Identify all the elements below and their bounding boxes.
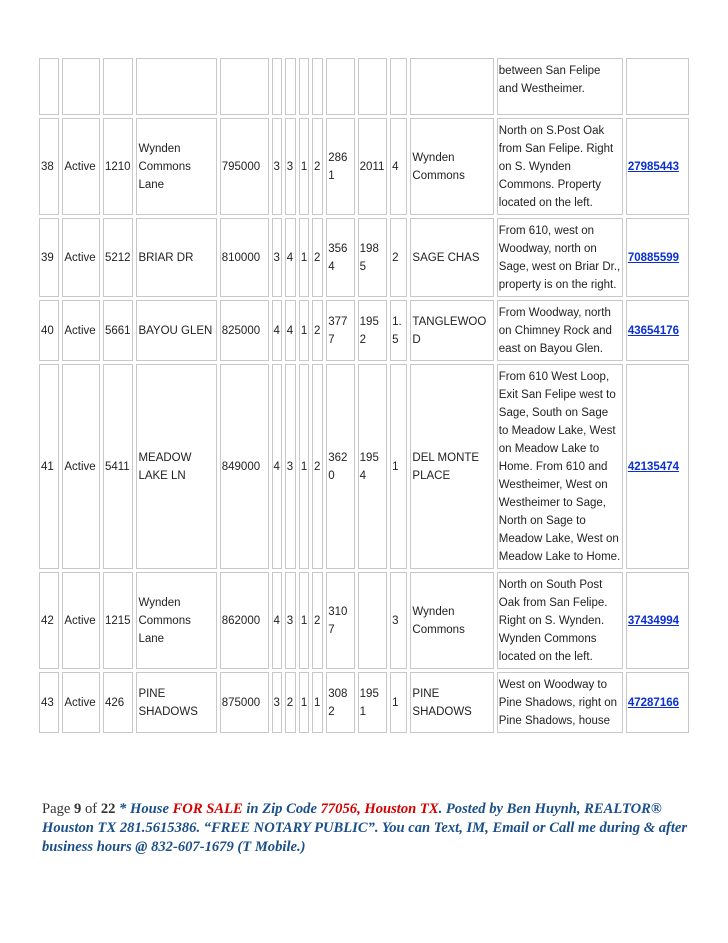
cell-status: Active: [62, 572, 100, 669]
footer-contact-text: . Posted by Ben Huynh, REALTOR® Houston TX 281.5615386. “FREE NOTARY PUBLIC”. You can Text, IM, Email or Call me during & after business hours @ 832-607-1679 (T Mobile.): [42, 801, 688, 855]
cell-full-baths: 2: [285, 672, 296, 733]
table-row: [39, 572, 689, 669]
cell-street-no: 5661: [103, 300, 134, 361]
cell-stories: 3: [390, 572, 407, 669]
mls-link[interactable]: 70885599: [627, 251, 680, 264]
cell-price: 825000: [220, 300, 269, 361]
cell-full-baths: 3: [285, 572, 296, 669]
cell-year: [358, 58, 387, 115]
cell-street: MEADOW LAKE LN: [136, 364, 216, 569]
cell-garage: 2: [312, 218, 323, 297]
cell-stories: 1: [390, 364, 407, 569]
cell-street-no: 426: [103, 672, 134, 733]
cell-street: BAYOU GLEN: [136, 300, 216, 361]
cell-garage: 2: [312, 118, 323, 215]
mls-link[interactable]: 37434994: [627, 614, 680, 627]
cell-price: 849000: [220, 364, 269, 569]
cell-year: 1954: [358, 364, 387, 569]
cell-status: Active: [62, 364, 100, 569]
cell-mls: [626, 58, 689, 115]
mls-link[interactable]: 27985443: [627, 160, 680, 173]
cell-sqft: 2861: [326, 118, 354, 215]
cell-full-baths: 3: [285, 364, 296, 569]
cell-street-no: 5411: [103, 364, 134, 569]
page-footer: [42, 800, 702, 857]
cell-no: 43: [39, 672, 59, 733]
cell-stories: 1: [390, 672, 407, 733]
cell-price: 795000: [220, 118, 269, 215]
cell-sqft: 3777: [326, 300, 354, 361]
cell-status: Active: [62, 118, 100, 215]
cell-year: 1951: [358, 672, 387, 733]
cell-mls: [626, 672, 689, 733]
cell-year: 1985: [358, 218, 387, 297]
cell-mls: [626, 300, 689, 361]
cell-subdivision: Wynden Commons: [410, 118, 493, 215]
cell-sqft: 3564: [326, 218, 354, 297]
cell-price: [220, 58, 269, 115]
cell-directions: From 610, west on Woodway, north on Sage, west on Briar Dr., property is on the right.: [497, 218, 623, 297]
footer-city: , Houston TX: [357, 801, 439, 817]
cell-beds: [272, 58, 282, 115]
cell-full-baths: 4: [285, 300, 296, 361]
cell-directions: West on Woodway to Pine Shadows, right on Pine Shadows, house: [497, 672, 623, 733]
cell-street: PINE SHADOWS: [136, 672, 216, 733]
cell-beds: 3: [272, 118, 282, 215]
cell-garage: [312, 58, 323, 115]
cell-sqft: 3107: [326, 572, 354, 669]
cell-street: [136, 58, 216, 115]
cell-directions: North on South Post Oak from San Felipe. Right on S. Wynden. Wynden Commons located on the left.: [497, 572, 623, 669]
cell-no: 42: [39, 572, 59, 669]
cell-subdivision: SAGE CHAS: [410, 218, 493, 297]
table-row: [39, 364, 689, 569]
cell-mls: [626, 572, 689, 669]
cell-status: Active: [62, 218, 100, 297]
cell-mls: [626, 118, 689, 215]
cell-stories: 4: [390, 118, 407, 215]
cell-subdivision: PINE SHADOWS: [410, 672, 493, 733]
table-row: [39, 672, 689, 733]
cell-full-baths: 4: [285, 218, 296, 297]
cell-sqft: 3082: [326, 672, 354, 733]
listings-table: [36, 55, 692, 736]
cell-street-no: 5212: [103, 218, 134, 297]
cell-street-no: 1215: [103, 572, 134, 669]
page-number: 9: [74, 801, 82, 817]
table-row: [39, 218, 689, 297]
cell-mls: [626, 218, 689, 297]
of-label: of: [84, 801, 98, 817]
mls-link[interactable]: 42135474: [627, 460, 680, 473]
cell-no: 40: [39, 300, 59, 361]
cell-subdivision: Wynden Commons: [410, 572, 493, 669]
cell-sqft: [326, 58, 354, 115]
table-row: [39, 58, 689, 115]
footer-zip-code: 77056: [320, 801, 358, 817]
cell-stories: [390, 58, 407, 115]
cell-sqft: 3620: [326, 364, 354, 569]
page-total: 22: [100, 801, 116, 817]
cell-garage: 2: [312, 364, 323, 569]
cell-subdivision: [410, 58, 493, 115]
cell-subdivision: DEL MONTE PLACE: [410, 364, 493, 569]
cell-full-baths: 3: [285, 118, 296, 215]
cell-half-baths: 1: [299, 672, 309, 733]
cell-street: Wynden Commons Lane: [136, 572, 216, 669]
cell-full-baths: [285, 58, 296, 115]
cell-status: Active: [62, 300, 100, 361]
cell-beds: 3: [272, 672, 282, 733]
cell-price: 810000: [220, 218, 269, 297]
cell-half-baths: 1: [299, 218, 309, 297]
cell-beds: 3: [272, 218, 282, 297]
footer-for-sale: FOR SALE: [172, 801, 243, 817]
cell-street-no: [103, 58, 134, 115]
cell-directions: North on S.Post Oak from San Felipe. Right on S. Wynden Commons. Property located on the left.: [497, 118, 623, 215]
footer-zip-text: in Zip Code: [242, 801, 321, 817]
mls-link[interactable]: 47287166: [627, 696, 680, 709]
cell-year: [358, 572, 387, 669]
cell-year: 2011: [358, 118, 387, 215]
cell-garage: 2: [312, 572, 323, 669]
cell-beds: 4: [272, 572, 282, 669]
cell-no: [39, 58, 59, 115]
cell-no: 38: [39, 118, 59, 215]
cell-directions: between San Felipe and Westheimer.: [497, 58, 623, 115]
cell-mls: [626, 364, 689, 569]
cell-price: 862000: [220, 572, 269, 669]
cell-half-baths: 1: [299, 364, 309, 569]
cell-garage: 1: [312, 672, 323, 733]
cell-beds: 4: [272, 300, 282, 361]
cell-stories: 1.5: [390, 300, 407, 361]
cell-subdivision: TANGLEWOOD: [410, 300, 493, 361]
cell-half-baths: [299, 58, 309, 115]
cell-street: BRIAR DR: [136, 218, 216, 297]
cell-beds: 4: [272, 364, 282, 569]
cell-street-no: 1210: [103, 118, 134, 215]
mls-link[interactable]: 43654176: [627, 324, 680, 337]
cell-half-baths: 1: [299, 300, 309, 361]
cell-status: Active: [62, 672, 100, 733]
cell-garage: 2: [312, 300, 323, 361]
cell-price: 875000: [220, 672, 269, 733]
page-label: Page: [42, 801, 71, 817]
cell-stories: 2: [390, 218, 407, 297]
cell-directions: From Woodway, north on Chimney Rock and east on Bayou Glen.: [497, 300, 623, 361]
cell-directions: From 610 West Loop, Exit San Felipe west to Sage, South on Sage to Meadow Lake, West on Meadow Lake to Home. From 610 and Westheimer, West on Westheimer to Sage, North on Sage to Meadow Lake, West on Meadow Lake to Home.: [497, 364, 623, 569]
cell-year: 1952: [358, 300, 387, 361]
cell-no: 39: [39, 218, 59, 297]
cell-half-baths: 1: [299, 572, 309, 669]
cell-half-baths: 1: [299, 118, 309, 215]
cell-no: 41: [39, 364, 59, 569]
table-row: [39, 118, 689, 215]
footer-house-text: * House: [115, 801, 173, 817]
table-row: [39, 300, 689, 361]
cell-street: Wynden Commons Lane: [136, 118, 216, 215]
cell-status: [62, 58, 100, 115]
